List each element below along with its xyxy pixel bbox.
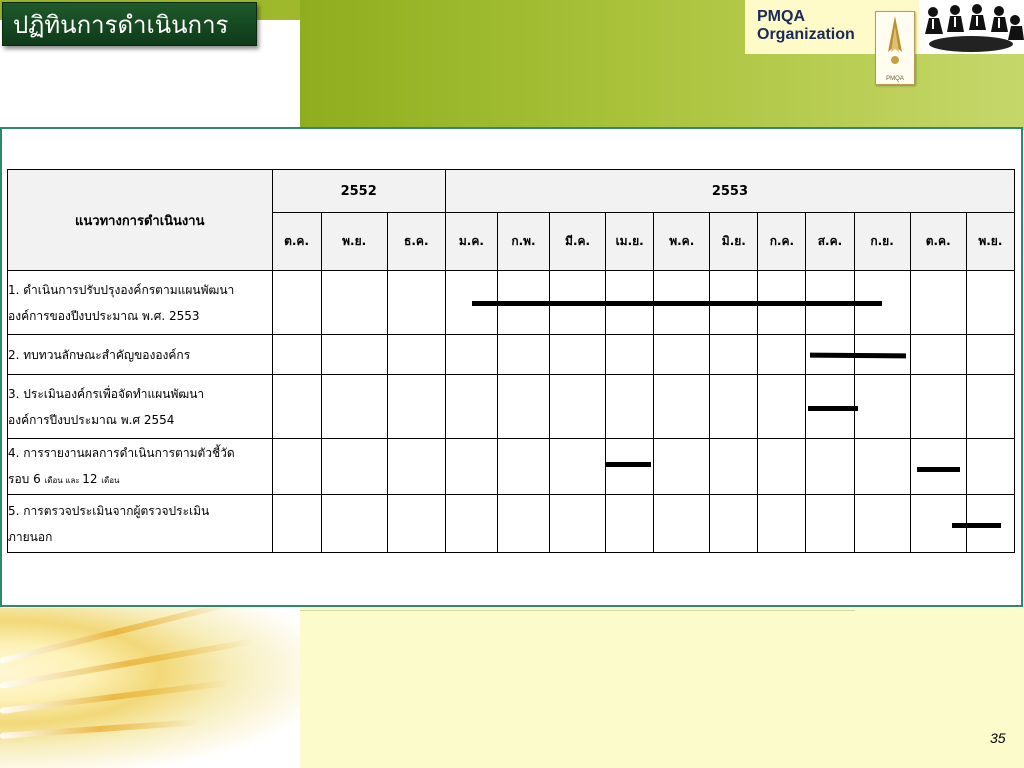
task-label: 3. ประเมินองค์กรเพื่อจัดทำแผนพัฒนา องค์การปีงบประมาณ พ.ศ 2554	[8, 375, 273, 439]
month-header: พ.ย.	[321, 213, 387, 271]
task-label: 1. ดำเนินการปรับปรุงองค์กรตามแผนพัฒนา องค์การของปีงบประมาณ พ.ศ. 2553	[8, 271, 273, 335]
pmqa-logo-line1: PMQA	[757, 8, 805, 25]
task-label: 2. ทบทวนลักษณะสำคัญขององค์กร	[8, 335, 273, 375]
table-row	[8, 375, 1015, 439]
gantt-bar-task-4b	[917, 467, 960, 472]
month-header: ธ.ค.	[387, 213, 445, 271]
table-row	[8, 439, 1015, 495]
month-header: ก.พ.	[497, 213, 549, 271]
gantt-bar-task-4a	[605, 462, 651, 467]
month-header: ต.ค.	[272, 213, 321, 271]
pmqa-logo	[745, 0, 1024, 82]
footer-background	[300, 608, 1024, 768]
month-header: ต.ค.	[910, 213, 966, 271]
month-header: ส.ค.	[806, 213, 854, 271]
month-header: เม.ย.	[606, 213, 654, 271]
schedule-table	[7, 169, 1015, 553]
page-number: 35	[990, 730, 1006, 746]
gantt-bar-task-2	[810, 353, 906, 359]
slide-title: ปฏิทินการดำเนินการ	[2, 2, 257, 46]
task-column-header: แนวทางการดำเนินงาน	[8, 170, 273, 271]
month-header: พ.ค.	[654, 213, 710, 271]
decorative-light-streaks	[0, 608, 300, 768]
gantt-bar-task-1	[472, 301, 882, 306]
task-label: 4. การรายงานผลการดำเนินการตามตัวชี้วัด รอบ 6 เดือน และ 12 เดือน	[8, 439, 273, 495]
month-header: มิ.ย.	[710, 213, 758, 271]
year-header-2552: 2552	[272, 170, 445, 213]
month-header: ม.ค.	[445, 213, 497, 271]
footer-divider	[300, 610, 855, 611]
table-row	[8, 495, 1015, 553]
content-panel	[0, 127, 1023, 607]
month-header: ก.ย.	[854, 213, 910, 271]
pmqa-logo-text	[757, 8, 855, 44]
month-header: ก.ค.	[758, 213, 806, 271]
year-header-2553: 2553	[445, 170, 1014, 213]
pmqa-emblem-label: PMQA	[886, 76, 904, 82]
task-label: 5. การตรวจประเมินจากผู้ตรวจประเมิน ภายนอก	[8, 495, 273, 553]
gantt-bar-task-3	[808, 406, 858, 411]
month-header: พ.ย.	[966, 213, 1014, 271]
month-header: มี.ค.	[550, 213, 606, 271]
meeting-people-icon	[919, 0, 1024, 54]
gantt-bar-task-5	[952, 523, 1001, 528]
pmqa-emblem-icon	[875, 11, 915, 85]
pmqa-logo-line2: Organization	[757, 26, 855, 43]
